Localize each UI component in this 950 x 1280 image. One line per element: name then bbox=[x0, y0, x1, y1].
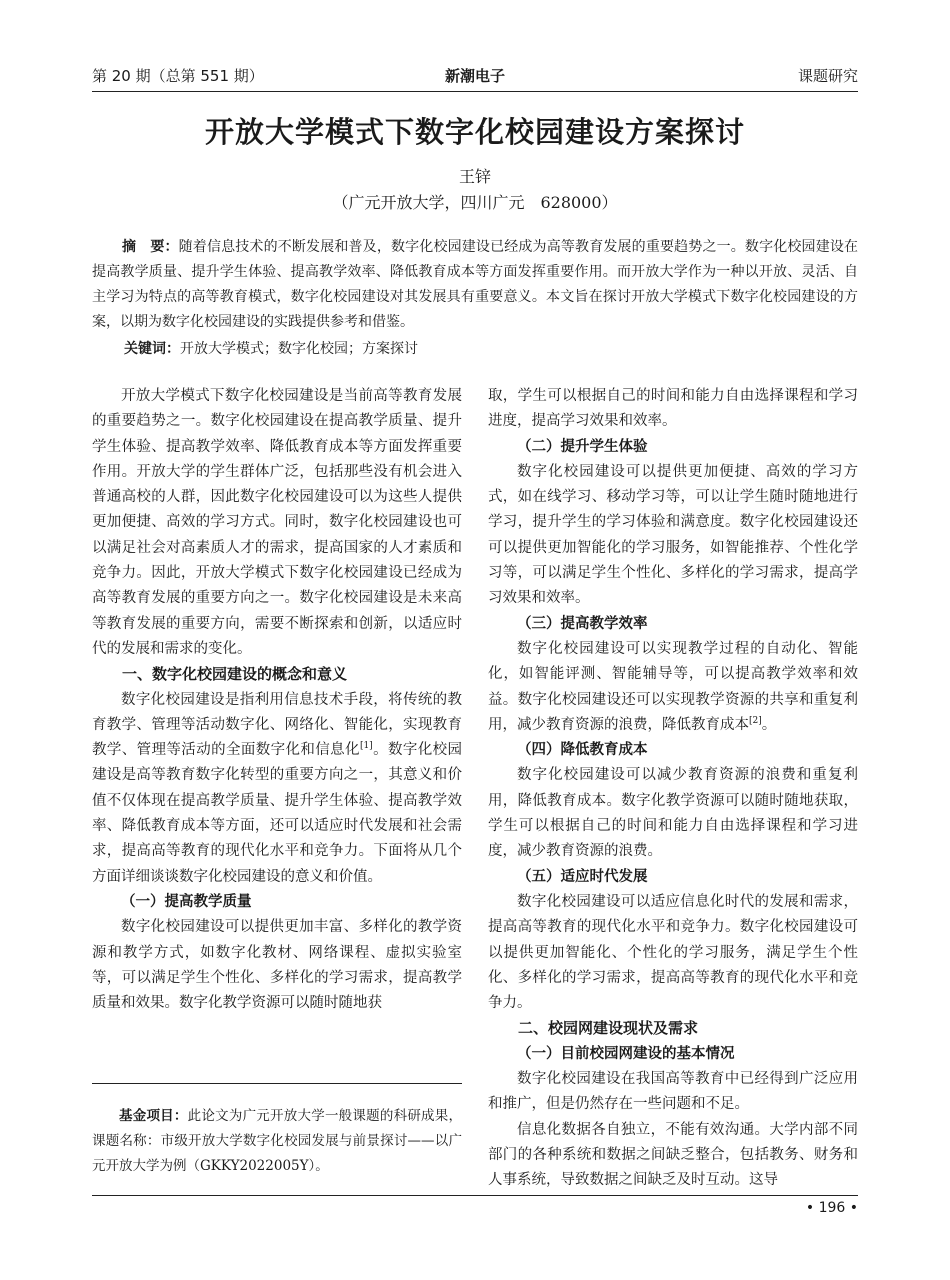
funding-note bbox=[92, 1104, 462, 1179]
cost-paragraph: 数字化校园建设可以减少教育资源的浪费和重复利用，降低教育成本。数字化教学资源可以随时随地获取，学生可以根据自己的时间和能力自由选择课程和学习进度，减少教育资源的浪费。 bbox=[488, 767, 858, 860]
citation-2: [2] bbox=[749, 716, 762, 727]
abstract bbox=[92, 235, 858, 335]
concept-text-b: 。数字化校园建设是高等教育数字化转型的重要方向之一，其意义和价值不仅体现在提高教学质量、提升学生体验、提高教学效率、降低教育成本等方面，还可以适应时代发展和社会需求，提高高等教育的现代化水平和竞争力。下面将从几个方面详细谈谈数字化校园建设的意义和价值。 bbox=[92, 742, 462, 885]
footnote-rule bbox=[92, 1083, 462, 1084]
abstract-label: 摘 要： bbox=[122, 239, 179, 255]
keywords bbox=[124, 338, 858, 358]
subheading-5: （五）适应时代发展 bbox=[517, 868, 648, 885]
author: 王锌 bbox=[458, 167, 491, 186]
efficiency-text-b: 。 bbox=[761, 716, 777, 733]
adapt-paragraph: 数字化校园建设可以适应信息化时代的发展和需求，提高高等教育的现代化水平和竞争力。数字化校园建设可以提供更加智能化、个性化的学习服务，满足学生个性化、多样化的学习需求，提高高等教育的现代化水平和竞争力。 bbox=[488, 893, 858, 1012]
efficiency-paragraph bbox=[488, 637, 858, 738]
efficiency-text-a: 数字化校园建设可以实现教学过程的自动化、智能化，如智能评测、智能辅导等，可以提高教学效率和效益。数字化校园建设还可以实现教学资源的共享和重复利用，减少教育资源的浪费，降低教育成本 bbox=[488, 640, 858, 733]
subheading-6: （一）目前校园网建设的基本情况 bbox=[517, 1045, 735, 1062]
page-number: • 196 • bbox=[805, 1200, 858, 1216]
concept-text-a: 数字化校园建设是指利用信息技术手段，将传统的教育教学、管理等活动数字化、网络化、智能化，实现教育教学、管理等活动的全面数字化和信息化 bbox=[92, 691, 462, 759]
left-column bbox=[92, 384, 462, 1016]
funding-text: 此论文为广元开放大学一般课题的科研成果，课题名称：市级开放大学数字化校园发展与前景探讨——以广元开放大学为例（GKKY2022005Y）。 bbox=[92, 1108, 463, 1174]
section-heading-1: 一、数字化校园建设的概念和意义 bbox=[122, 665, 348, 684]
subheading-4: （四）降低教育成本 bbox=[517, 742, 648, 759]
section-heading-2: 二、校园网建设现状及需求 bbox=[518, 1019, 699, 1038]
intro-paragraph: 开放大学模式下数字化校园建设是当前高等教育发展的重要趋势之一。数字化校园建设在提高教学质量、提升学生体验、提高教学效率、降低教育成本等方面发挥重要作用。开放大学的学生群体广泛，包括那些没有机会进入普通高校的人群，因此数字化校园建设可以为这些人提供更加便捷、高效的学习方式。同时，数字化校园建设也可以满足社会对高素质人才的需求，提高国家的人才素质和竞争力。因此，开放大学模式下数字化校园建设已经成为高等教育发展的重要方向之一。数字化校园建设是未来高等教育发展的重要方向，需要不断探索和创新，以适应时代的发展和需求的变化。 bbox=[92, 388, 462, 657]
abstract-text: 随着信息技术的不断发展和普及，数字化校园建设已经成为高等教育发展的重要趋势之一。数字化校园建设在提高教学质量、提升学生体验、提高教学效率、降低教育成本等方面发挥重要作用。而开放大学作为一种以开放、灵活、自主学习为特点的高等教育模式，数字化校园建设对其发展具有重要意义。本文旨在探讨开放大学模式下数字化校园建设的方案，以期为数字化校园建设的实践提供参考和借鉴。 bbox=[92, 239, 859, 330]
data-silo-paragraph: 信息化数据各自独立，不能有效沟通。大学内部不同部门的各种系统和数据之间缺乏整合，包括教务、财务和人事系统，导致数据之间缺乏及时互动。这导 bbox=[488, 1121, 858, 1189]
section-name: 课题研究 bbox=[797, 67, 858, 85]
right-column bbox=[488, 384, 858, 1194]
subheading-2: （二）提升学生体验 bbox=[517, 438, 648, 455]
concept-paragraph bbox=[92, 688, 462, 890]
issue-number: 第 20 期（总第 551 期） bbox=[92, 67, 264, 85]
subheading-1: （一）提高教学质量 bbox=[121, 893, 252, 910]
keywords-label: 关键词： bbox=[124, 341, 180, 357]
bottom-rule bbox=[92, 1195, 858, 1196]
citation-1: [1] bbox=[359, 741, 373, 752]
journal-name: 新潮电子 bbox=[444, 67, 505, 85]
status-paragraph: 数字化校园建设在我国高等教育中已经得到广泛应用和推广，但是仍然存在一些问题和不足。 bbox=[488, 1071, 858, 1113]
student-experience-paragraph: 数字化校园建设可以提供更加便捷、高效的学习方式，如在线学习、移动学习等，可以让学生随时随地进行学习，提升学生的学习体验和满意度。数字化校园建设还可以提供更加智能化的学习服务，如智能推荐、个性化学习等，可以满足学生个性化、多样化的学习需求，提高学习效果和效率。 bbox=[488, 463, 858, 607]
subheading-3: （三）提高教学效率 bbox=[517, 615, 648, 632]
teaching-quality-paragraph: 数字化校园建设可以提供更加丰富、多样化的教学资源和教学方式，如数字化教材、网络课程、虚拟实验室等，可以满足学生个性化、多样化的学习需求，提高教学质量和效果。数字化教学资源可以随时随地获 bbox=[92, 919, 462, 1012]
funding-label: 基金项目： bbox=[119, 1108, 188, 1124]
paper-title: 开放大学模式下数字化校园建设方案探讨 bbox=[204, 115, 745, 149]
keywords-text: 开放大学模式；数字化校园；方案探讨 bbox=[180, 341, 418, 357]
continued-paragraph: 取，学生可以根据自己的时间和能力自由选择课程和学习进度，提高学习效果和效率。 bbox=[488, 388, 858, 430]
affiliation: （广元开放大学，四川广元 628000） bbox=[332, 193, 618, 212]
running-header bbox=[92, 63, 858, 92]
